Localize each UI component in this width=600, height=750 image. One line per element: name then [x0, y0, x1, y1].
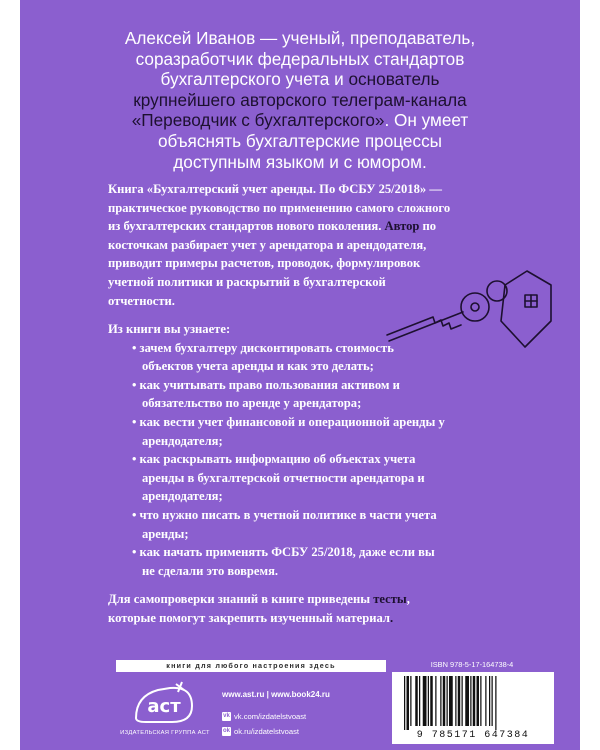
intro-line: бухгалтерского учета и основатель: [160, 69, 440, 90]
tests-note: [108, 590, 508, 627]
intro-line: соразработчик федеральных стандартов: [135, 48, 465, 69]
desc-line: Книга «Бухгалтерский учет аренды. По ФСБУ 25/2018» —: [108, 182, 442, 196]
barcode-bar: [430, 676, 433, 726]
ok-icon: ok: [222, 728, 230, 734]
barcode-bar: [473, 676, 476, 726]
list-item: • зачем бухгалтеру дисконтировать стоимость: [132, 340, 394, 355]
list-item-cont: арендодателя;: [142, 433, 223, 448]
ok-link[interactable]: [222, 727, 299, 736]
barcode-bar: [404, 676, 405, 730]
barcode-bar: [449, 676, 453, 726]
intro-line: «Переводчик с бухгалтерского». Он умеет: [131, 110, 469, 131]
list-item: • что нужно писать в учетной политике в части учета: [132, 507, 437, 522]
vk-link[interactable]: [222, 712, 306, 721]
barcode-bar: [465, 676, 469, 726]
barcode-bar: [462, 676, 463, 726]
intro-line: доступным языком и с юмором.: [173, 151, 427, 172]
desc-line: практическое руководство по применению самого сложного: [108, 200, 451, 215]
list-item-cont: обязательство по аренде у арендатора;: [142, 396, 362, 411]
desc-line: отчетности.: [108, 293, 175, 308]
author-intro: [20, 28, 580, 172]
publisher-caption: ИЗДАТЕЛЬСКАЯ ГРУППА АСТ: [120, 730, 210, 736]
desc-line: косточкам разбирает учет у арендатора и арендодателя,: [108, 237, 427, 252]
barcode-bar: [495, 676, 496, 730]
list-item-cont: аренды;: [142, 526, 189, 541]
barcode-bar: [435, 676, 436, 726]
svg-text:аст: аст: [147, 696, 181, 717]
desc-line: из бухгалтерских стандартов нового поколения. Автор по: [108, 219, 437, 234]
desc-line: учетной политики и раскрытий в бухгалтерской: [108, 274, 386, 289]
barcode-bars-icon: [402, 676, 544, 730]
barcode-bar: [407, 676, 410, 730]
learn-list: [108, 320, 508, 580]
intro-highlight: основатель: [348, 69, 440, 90]
list-item: • как раскрывать информацию об объектах учета: [132, 452, 416, 467]
barcode-bar: [489, 676, 490, 726]
list-item: • как вести учет финансовой и операционной аренды у: [132, 414, 445, 429]
barcode-bar: [470, 676, 471, 726]
website-links[interactable]: www.ast.ru | www.book24.ru: [222, 690, 330, 699]
back-cover: [20, 0, 580, 750]
intro-line: Алексей Иванов — ученый, преподаватель,: [124, 28, 476, 48]
barcode-bar: [440, 676, 441, 726]
vk-label: vk.com/izdatelstvoast: [234, 712, 307, 721]
list-item-cont: аренды в бухгалтерской отчетности арендатора и: [142, 470, 425, 485]
isbn-text: ISBN 978-5-17-164738-4: [430, 660, 514, 669]
barcode-bar: [410, 676, 411, 726]
barcode-bar: [447, 676, 448, 726]
barcode-bar: [415, 676, 418, 726]
list-item-cont: объектов учета аренды и как это делать;: [142, 359, 374, 374]
barcode-bar: [485, 676, 486, 726]
learn-heading: Из книги вы узнаете:: [108, 322, 231, 336]
barcode-bar: [443, 676, 446, 726]
list-item-cont: не сделали это вовремя.: [142, 563, 279, 578]
intro-line: объяснять бухгалтерские процессы: [157, 130, 443, 151]
barcode-digits: 9 785171 647384: [416, 730, 530, 741]
tests-line: Для самопроверки знаний в книге приведены тесты,: [108, 592, 410, 606]
desc-highlight: Автор: [384, 219, 420, 234]
barcode-bar: [458, 676, 461, 726]
intro-highlight: «Переводчик с бухгалтерского»: [131, 110, 385, 131]
tests-line: которые помогут закрепить изученный материал.: [108, 610, 394, 625]
tagline-banner: книги для любого настроения здесь: [116, 660, 386, 672]
vk-icon: vk: [223, 713, 230, 719]
list-item: • как начать применять ФСБУ 25/2018, даже если вы: [132, 545, 435, 560]
ast-logo-icon: [132, 678, 196, 726]
desc-line: приводит примеры расчетов, проводок, формулировок: [108, 256, 421, 271]
intro-line: крупнейшего авторского телеграм-канала: [133, 89, 467, 110]
barcode-bar: [492, 676, 493, 726]
barcode-bar: [423, 676, 427, 726]
barcode: [392, 672, 554, 744]
barcode-bar: [480, 676, 481, 726]
barcode-bar: [419, 676, 420, 726]
barcode-bar: [428, 676, 429, 726]
list-item-cont: арендодателя;: [142, 489, 223, 504]
barcode-bar: [477, 676, 480, 726]
ok-label: ok.ru/izdatelstvoast: [234, 727, 299, 736]
barcode-bar: [455, 676, 456, 726]
list-item: • как учитывать право пользования активом и: [132, 377, 400, 392]
tests-highlight: тесты: [373, 592, 407, 606]
